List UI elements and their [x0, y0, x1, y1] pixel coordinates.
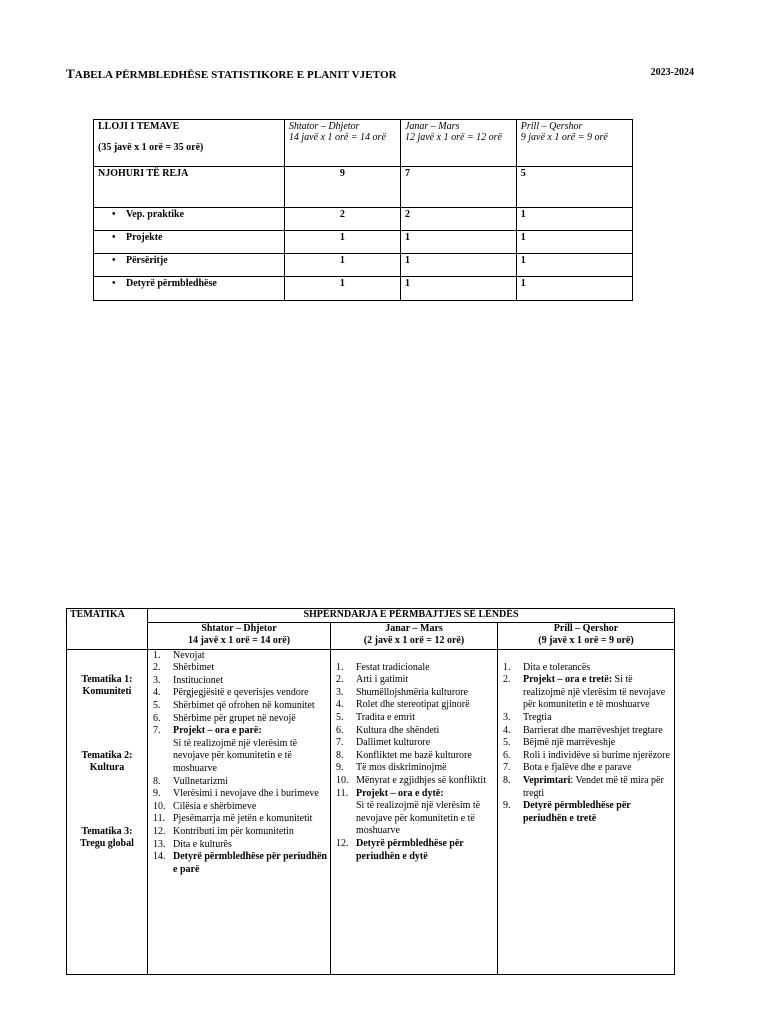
item-text: Nevojat — [173, 649, 205, 661]
period-3-lessons — [498, 649, 675, 974]
list-item — [501, 800, 671, 825]
item-number: 12. — [336, 837, 349, 849]
item-text: Bëjmë një marrëveshje — [523, 737, 616, 749]
item-text: Konfliktet me bazë kulturore — [356, 749, 472, 761]
item-text: Tradita e emrit — [356, 711, 416, 723]
list-item — [334, 838, 494, 863]
period-name-2: Janar – Mars — [404, 121, 460, 132]
row-value: 9 — [284, 167, 400, 208]
item-text: Shërbimet — [173, 662, 215, 674]
school-year: 2023-2024 — [650, 67, 694, 78]
item-number: 2. — [336, 674, 344, 686]
item-text: Të mos diskriminojmë — [356, 762, 447, 774]
item-text-tail: Si të realizojmë një vlerësim të nevojave për komunitetin e të moshuarve — [523, 674, 666, 711]
item-number: 6. — [336, 724, 344, 736]
item-number: 4. — [503, 724, 511, 736]
item-number: 5. — [336, 711, 344, 723]
item-text: Përgjegjësitë e qeverisjes vendore — [173, 687, 309, 699]
table-row — [94, 231, 633, 254]
list-item — [151, 725, 327, 775]
period-name-1: Shtator – Dhjetor — [288, 121, 360, 132]
item-text: Dita e tolerancës — [523, 661, 591, 673]
item-text: Projekt – ora e dytë: — [356, 787, 444, 799]
item-number: 7. — [336, 737, 344, 749]
list-item — [151, 801, 327, 814]
item-number: 13. — [153, 838, 166, 850]
item-number: 1. — [336, 661, 344, 673]
content-distribution-table — [66, 608, 675, 975]
bullet-icon: • — [112, 209, 116, 220]
topic-type-header — [94, 120, 285, 167]
item-text: Bota e fjalëve dhe e parave — [523, 762, 632, 774]
dist-period-hours-2: (2 javë x 1 orë = 12 orë) — [363, 635, 465, 647]
list-item — [151, 813, 327, 826]
item-text: Dallimet kulturore — [356, 737, 431, 749]
item-text: Vlerësimi i nevojave dhe i burimeve — [173, 788, 319, 800]
item-text: Cilësia e shërbimeve — [173, 800, 257, 812]
list-item — [151, 650, 327, 663]
dist-period-name-1: Shtator – Dhjetor — [201, 622, 277, 634]
item-number: 1. — [503, 661, 511, 673]
list-item — [334, 737, 494, 750]
themes-cell — [67, 649, 148, 974]
list-item — [501, 712, 671, 725]
list-item — [334, 762, 494, 775]
item-number: 7. — [153, 725, 161, 737]
item-number: 3. — [336, 686, 344, 698]
row-value: 1 — [516, 277, 632, 301]
item-text: Roli i individëve si burime njerëzore — [523, 749, 670, 761]
item-number: 9. — [503, 800, 511, 812]
dist-period-header-2 — [331, 622, 498, 649]
row-value: 1 — [516, 254, 632, 277]
list-item — [151, 776, 327, 789]
item-text: Dita e kulturës — [173, 838, 232, 850]
summary-table — [93, 119, 633, 301]
list-item — [501, 775, 671, 800]
list-item — [334, 725, 494, 738]
distribution-span-header: SHPËRNDARJA E PËRMBAJTJES SË LËNDËS — [148, 609, 675, 623]
new-knowledge-row — [94, 167, 633, 208]
item-text: Vullnetarizmi — [173, 775, 228, 787]
row-value: 1 — [400, 254, 516, 277]
title-text: ABELA PËRMBLEDHËSE STATISTIKORE E PLANIT VJETOR — [74, 69, 397, 81]
list-item — [501, 750, 671, 763]
period-header-2 — [400, 120, 516, 167]
item-number: 9. — [336, 762, 344, 774]
item-note: Si të realizojmë një vlerësim të nevojave për komunitetin e të moshuarve — [173, 737, 298, 774]
item-number: 7. — [503, 762, 511, 774]
list-item — [151, 788, 327, 801]
table-row — [94, 208, 633, 231]
item-number: 11. — [153, 813, 166, 825]
item-number: 5. — [153, 699, 161, 711]
row-value: 1 — [400, 231, 516, 254]
period-name-3: Prill – Qershor — [520, 121, 583, 132]
bullet-icon: • — [112, 255, 116, 266]
item-number: 5. — [503, 737, 511, 749]
item-text: Shërbime për grupet në nevojë — [173, 712, 296, 724]
row-label: • Detyrë përmbledhëse — [94, 277, 285, 301]
item-number: 6. — [503, 749, 511, 761]
list-item — [501, 725, 671, 738]
theme-3: Tematika 3: Tregu global — [80, 825, 134, 850]
distribution-header-row — [67, 609, 675, 623]
topic-type-title: LLOJI I TEMAVE — [98, 121, 180, 132]
item-text: Tregtia — [523, 711, 552, 723]
row-value: 1 — [284, 254, 400, 277]
item-number: 8. — [336, 749, 344, 761]
item-text: Institucionet — [173, 674, 223, 686]
list-item — [151, 687, 327, 700]
title-initial: T — [66, 66, 75, 81]
item-number: 2. — [153, 662, 161, 674]
item-number: 8. — [503, 774, 511, 786]
item-number: 3. — [503, 711, 511, 723]
item-text: Projekt – ora e tretë: — [523, 674, 613, 686]
item-note: Si të realizojmë një vlerësim të nevojave për komunitetin e të moshuarve — [356, 800, 481, 837]
row-label: • Përsëritje — [94, 254, 285, 277]
item-number: 9. — [153, 788, 161, 800]
dist-period-hours-3: (9 javë x 1 orë = 9 orë) — [538, 635, 634, 647]
document-title — [66, 66, 397, 82]
item-text: Detyrë përmbledhëse për periudhën e dytë — [356, 837, 464, 862]
table-row — [94, 277, 633, 301]
list-item — [334, 788, 494, 838]
list-item — [151, 839, 327, 852]
period-hours-3: 9 javë x 1 orë = 9 orë — [520, 132, 608, 143]
item-text: Projekt – ora e parë: — [173, 725, 262, 737]
dist-period-name-2: Janar – Mars — [385, 622, 443, 634]
item-text: Detyrë përmbledhëse për periudhën e tretë — [523, 800, 631, 824]
row-value: 7 — [400, 167, 516, 208]
item-number: 8. — [153, 775, 161, 787]
row-value: 1 — [284, 277, 400, 301]
item-number: 10. — [336, 774, 349, 786]
list-item — [151, 675, 327, 688]
row-value: 1 — [400, 277, 516, 301]
item-text: Barrierat dhe marrëveshjet tregtare — [523, 724, 663, 736]
item-number: 4. — [153, 687, 161, 699]
list-item — [151, 826, 327, 839]
row-value: 1 — [284, 231, 400, 254]
row-value: 5 — [516, 167, 632, 208]
item-text-tail: : Vendet më të mira për tregti — [523, 774, 664, 799]
lesson-list-3 — [501, 662, 671, 826]
bullet-icon: • — [112, 232, 116, 243]
item-text: Kultura dhe shëndeti — [356, 724, 440, 736]
dist-period-hours-1: 14 javë x 1 orë = 14 orë) — [187, 635, 291, 647]
item-text: Shërbimet që ofrohen në komunitet — [173, 699, 315, 711]
item-number: 12. — [153, 825, 166, 837]
list-item — [151, 662, 327, 675]
period-header-3 — [516, 120, 632, 167]
lesson-list-2 — [334, 662, 494, 864]
lesson-list-1 — [151, 650, 327, 877]
item-number: 14. — [153, 851, 166, 863]
list-item — [151, 851, 327, 876]
row-value: 2 — [284, 208, 400, 231]
period-hours-1: 14 javë x 1 orë = 14 orë — [288, 132, 386, 143]
item-text: Kontributi im për komunitetin — [173, 825, 294, 837]
row-label: • Vep. praktike — [94, 208, 285, 231]
distribution-period-row — [67, 622, 675, 649]
item-text: Rolet dhe stereotipat gjinorë — [356, 699, 470, 711]
item-number: 6. — [153, 712, 161, 724]
item-text: Mënyrat e zgjidhjes së konfliktit — [356, 774, 486, 786]
period-header-1 — [284, 120, 400, 167]
row-value: 2 — [400, 208, 516, 231]
list-item — [151, 700, 327, 713]
dist-period-name-3: Prill – Qershor — [553, 622, 619, 634]
item-number: 10. — [153, 800, 166, 812]
item-number: 11. — [336, 787, 349, 799]
table-row — [94, 254, 633, 277]
item-text: Veprimtari — [523, 774, 571, 786]
item-text: Detyrë përmbledhëse për periudhën e parë — [173, 851, 327, 875]
row-value: 1 — [516, 208, 632, 231]
period-1-lessons — [148, 649, 331, 974]
list-item — [334, 687, 494, 700]
list-item — [334, 712, 494, 725]
item-text: Pjesëmarrja më jetën e komunitetit — [173, 813, 313, 825]
list-item — [334, 662, 494, 675]
list-item — [501, 662, 671, 675]
item-number: 2. — [503, 674, 511, 686]
list-item — [334, 674, 494, 687]
period-hours-2: 12 javë x 1 orë = 12 orë — [404, 132, 502, 143]
bullet-icon: • — [112, 278, 116, 289]
item-text: Festat tradicionale — [356, 661, 430, 673]
list-item — [151, 713, 327, 726]
topic-type-hours: (35 javë x 1 orë = 35 orë) — [98, 142, 204, 153]
theme-1: Tematika 1: Komuniteti — [81, 673, 133, 698]
row-value: 1 — [516, 231, 632, 254]
list-item — [501, 674, 671, 712]
item-number: 4. — [336, 699, 344, 711]
row-label: NJOHURI TË REJA — [94, 167, 285, 208]
theme-2: Tematika 2: Kultura — [81, 749, 133, 774]
list-item — [334, 775, 494, 788]
dist-period-header-3 — [498, 622, 675, 649]
item-text: Shumëllojshmëria kulturore — [356, 686, 468, 698]
row-label: • Projekte — [94, 231, 285, 254]
summary-header-row — [94, 120, 633, 167]
themes-header: TEMATIKA — [67, 609, 148, 650]
item-number: 3. — [153, 674, 161, 686]
distribution-body-row — [67, 649, 675, 974]
list-item — [334, 699, 494, 712]
item-text: Arti i gatimit — [356, 674, 409, 686]
period-2-lessons — [331, 649, 498, 974]
list-item — [501, 762, 671, 775]
list-item — [501, 737, 671, 750]
item-number: 1. — [153, 649, 161, 661]
dist-period-header-1 — [148, 622, 331, 649]
list-item — [334, 750, 494, 763]
